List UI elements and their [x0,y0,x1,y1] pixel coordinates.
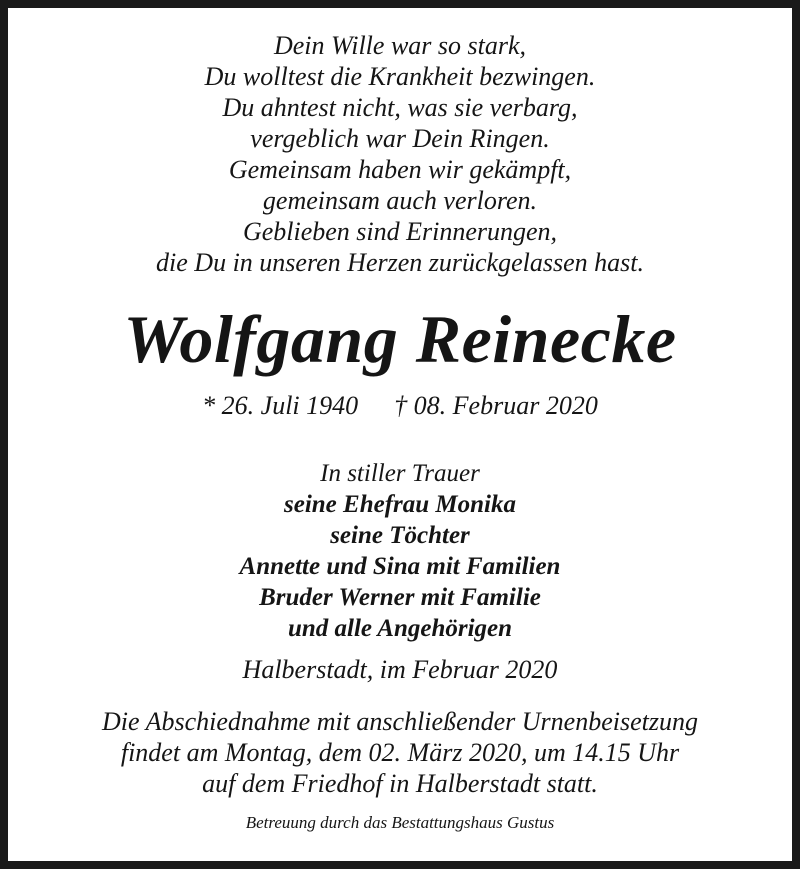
mourner-line: und alle Angehörigen [287,615,513,642]
mourner-line: Bruder Werner mit Familie [259,584,541,611]
mourning-intro: In stiller Trauer [320,460,480,487]
poem-line: Du ahntest nicht, was sie verbarg, [222,93,578,122]
birth-date: * 26. Juli 1940 [202,391,359,420]
deceased-name: Wolfgang Reinecke [123,301,677,377]
poem-line: vergeblich war Dein Ringen. [250,124,550,153]
funeral-line: findet am Montag, dem 02. März 2020, um 14.15 Uhr [120,738,680,767]
poem-line: Du wolltest die Krankheit bezwingen. [204,62,596,91]
poem-line: die Du in unseren Herzen zurückgelassen hast. [156,248,644,277]
funeral-home-credit: Betreuung durch das Bestattungshaus Gustus [245,813,555,832]
funeral-line: auf dem Friedhof in Halberstadt statt. [202,769,598,798]
poem-line: Geblieben sind Erinnerungen, [242,217,558,246]
poem-line: Gemeinsam haben wir gekämpft, [228,155,572,184]
place-and-date: Halberstadt, im Februar 2020 [242,655,558,684]
death-date: † 08. Februar 2020 [394,391,598,420]
mourner-line: Annette und Sina mit Familien [239,553,561,580]
mourner-line: seine Ehefrau Monika [284,491,516,518]
funeral-line: Die Abschiednahme mit anschließender Urnenbeisetzung [102,707,698,736]
poem-line: gemeinsam auch verloren. [262,186,538,215]
poem-line: Dein Wille war so stark, [273,31,527,60]
mourner-line: seine Töchter [330,522,470,549]
life-dates [8,391,792,421]
